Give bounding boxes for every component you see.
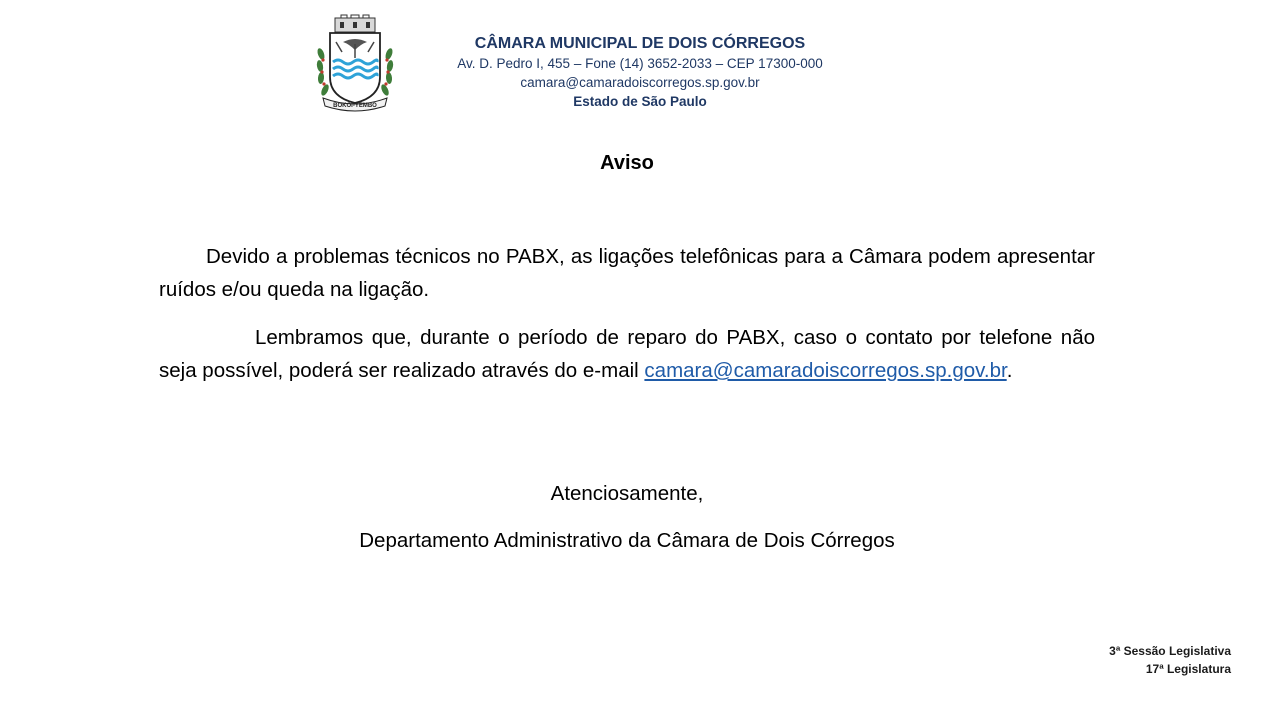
notice-title: Aviso	[600, 152, 654, 174]
notice-paragraph-2-text: Lembramos que, durante o período de reparo do PABX, caso o contato por telefone não seja possível, poderá ser realizado através do e-mail	[159, 326, 1095, 382]
signature: Departamento Administrativo da Câmara de Dois Córregos	[359, 529, 895, 552]
letterhead	[420, 34, 860, 111]
contact-email-link[interactable]: camara@camaradoiscorregos.sp.gov.br	[644, 359, 1007, 382]
notice-paragraph-1: Devido a problemas técnicos no PABX, as ligações telefônicas para a Câmara podem apresentar ruídos e/ou queda na ligação.	[159, 245, 1095, 301]
legislature: 17ª Legislatura	[1145, 662, 1231, 676]
notice-paragraph-2	[159, 321, 1095, 387]
notice-body	[159, 240, 1095, 387]
crest-banner-text: BOKOI-YEMBO	[333, 103, 377, 109]
institution-state: Estado de São Paulo	[573, 94, 707, 109]
institution-address: Av. D. Pedro I, 455 – Fone (14) 3652-2033 – CEP 17300-000	[457, 56, 823, 71]
institution-email: camara@camaradoiscorregos.sp.gov.br	[520, 75, 760, 90]
notice-paragraph-2-end: .	[1006, 359, 1013, 382]
closing-salutation: Atenciosamente,	[550, 482, 704, 505]
institution-name: CÂMARA MUNICIPAL DE DOIS CÓRREGOS	[474, 35, 806, 52]
legislative-session: 3ª Sessão Legislativa	[1109, 644, 1231, 658]
footer	[1109, 642, 1231, 678]
municipal-coat-of-arms	[313, 14, 397, 118]
